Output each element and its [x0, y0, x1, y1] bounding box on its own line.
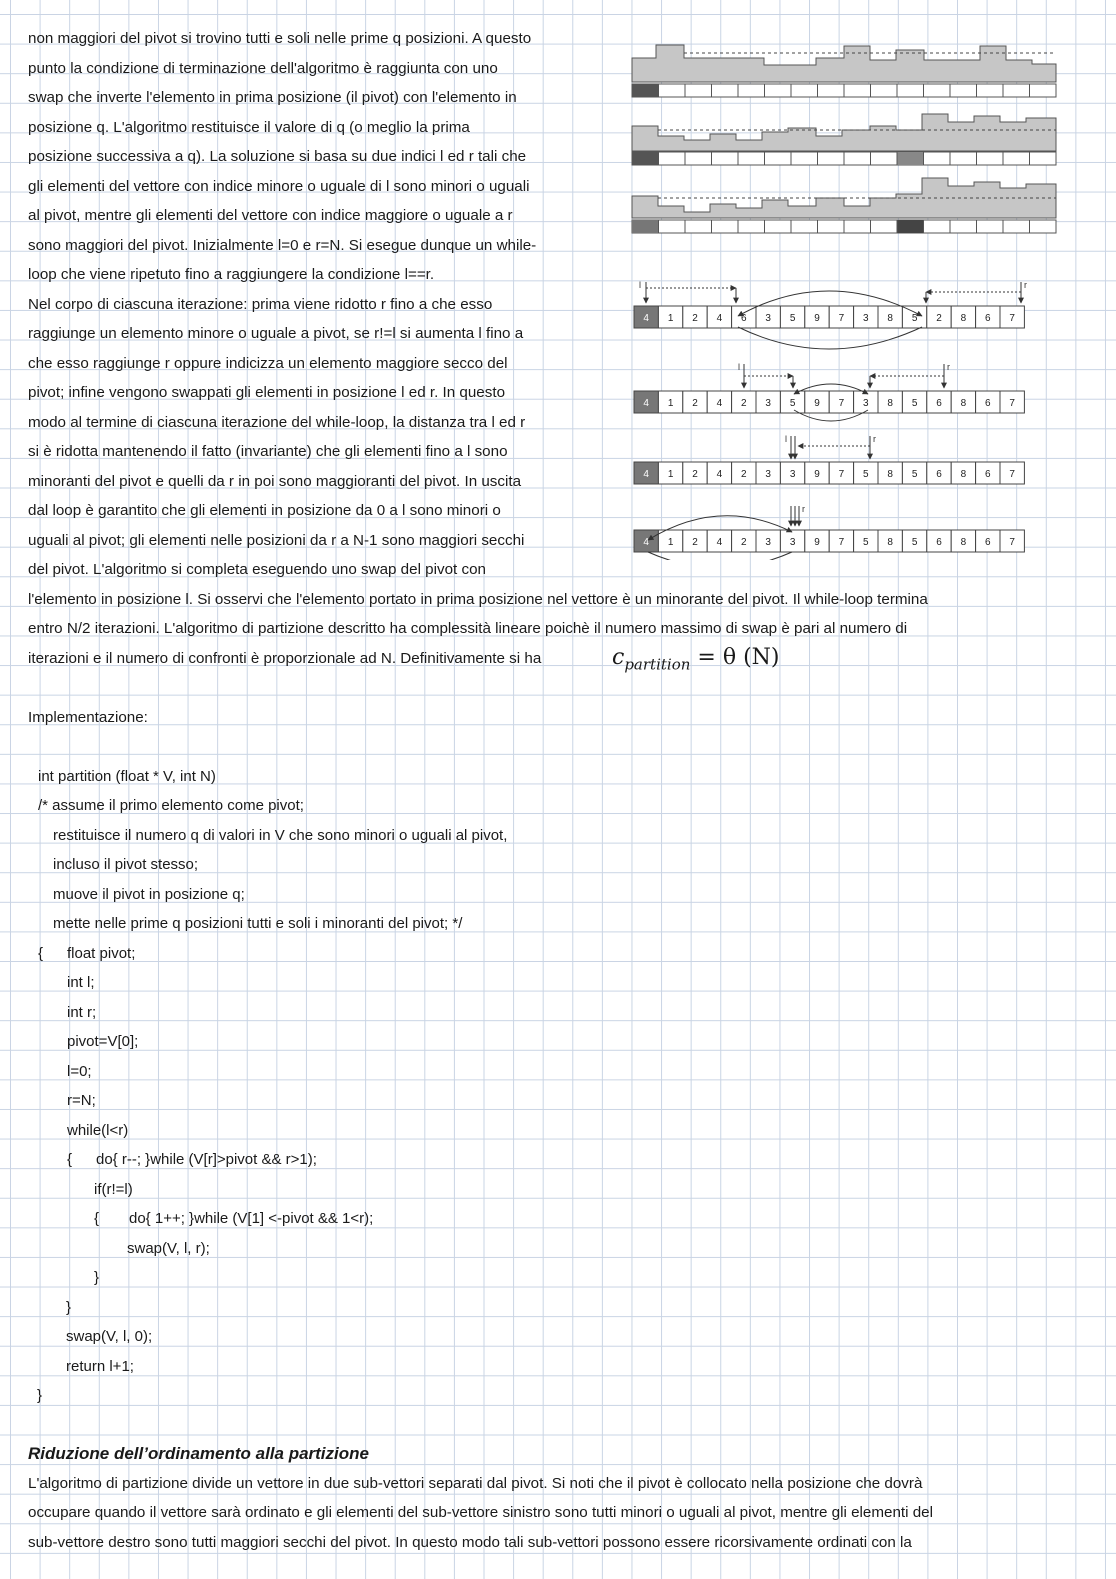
partition-figure — [628, 36, 1060, 560]
pointer-l-label: l — [639, 280, 641, 290]
text-line: sub-vettore destro sono tutti maggiori secchi del pivot. In questo modo tali sub-vettori possono essere ricorsivamente ordinati con la — [28, 1534, 912, 1551]
array-cell-value: 6 — [985, 469, 991, 480]
array-cell-value: 6 — [741, 313, 747, 324]
array-cell-value: 8 — [887, 398, 893, 409]
array-row-1 — [634, 306, 1024, 328]
array-cell-value: 9 — [814, 537, 820, 548]
array-cell-value: 8 — [960, 313, 967, 324]
text-line: Nel corpo di ciascuna iterazione: prima viene ridotto r fino a che esso — [28, 296, 493, 313]
array-cell-value: 1 — [667, 313, 674, 324]
array-cell-value: 7 — [838, 313, 845, 324]
pointer-r-label: r — [873, 434, 876, 444]
pointer-r-label: r — [802, 504, 805, 514]
text-line: L'algoritmo di partizione divide un vettore in due sub-vettori separati dal pivot. Si noti che il pivot è collocato nella posizione che dovrà — [28, 1475, 923, 1492]
array-cell-value: 6 — [985, 398, 991, 409]
array-cell-value: 8 — [960, 469, 967, 480]
code-line: muove il pivot in posizione q; — [53, 886, 245, 903]
array-cell-value: 5 — [863, 537, 869, 548]
code-line: } — [66, 1299, 72, 1316]
array-cell-value: 7 — [1009, 469, 1015, 480]
bar-profile-2 — [632, 114, 1056, 165]
code-line: swap(V, l, r); — [127, 1240, 210, 1257]
array-cell-value: 3 — [789, 469, 796, 480]
array-cell-value: 9 — [814, 469, 820, 480]
array-cell-value: 1 — [667, 469, 674, 480]
text-line: si è ridotta mantenendo il fatto (invariante) che gli elementi fino a l sono — [28, 443, 508, 460]
code-line: { — [38, 945, 44, 962]
array-cell-value: 2 — [692, 537, 698, 548]
array-cell-value: 2 — [692, 313, 698, 324]
array-cell-value: 4 — [716, 398, 723, 409]
formula-subscript: partition — [624, 655, 691, 674]
text-line: loop che viene ripetuto fino a raggiungere la condizione l==r. — [28, 266, 435, 283]
array-cell-value: 3 — [765, 469, 771, 480]
array-cell-value: 4 — [716, 313, 723, 324]
array-cell-value: 5 — [911, 537, 918, 548]
text-line: minoranti del pivot e quelli da r in poi sono maggioranti del pivot. In uscita — [28, 473, 522, 490]
text-line: del pivot. L'algoritmo si completa eseguendo uno swap del pivot con — [28, 561, 486, 578]
array-cell-value: 4 — [643, 313, 649, 324]
text-line: gli elementi del vettore con indice minore o uguale di l sono minori o uguali — [28, 178, 530, 195]
code-line: { — [94, 1210, 100, 1227]
array-cell-value: 7 — [838, 398, 845, 409]
code-line: while(l<r) — [67, 1122, 129, 1139]
text-line: sono maggiori del pivot. Inizialmente l=0 e r=N. Si esegue dunque un while- — [28, 237, 537, 254]
code-line: do{ 1++; }while (V[1] <-pivot && 1<r); — [129, 1210, 374, 1227]
text-line: punto la condizione di terminazione dell'algoritmo è raggiunta con uno — [28, 60, 498, 77]
step-3-pointers — [791, 436, 870, 459]
text-line: modo al termine di ciascuna iterazione del while-loop, la distanza tra l ed r — [28, 414, 526, 431]
formula-argument: (N) — [743, 645, 780, 670]
array-cell-value: 7 — [1009, 537, 1015, 548]
array-rows — [634, 306, 1024, 552]
array-cell-value: 6 — [936, 398, 942, 409]
array-cell-value: 8 — [887, 313, 893, 324]
array-cell-value: 4 — [716, 537, 723, 548]
array-cell-value: 5 — [911, 469, 918, 480]
text-line: l'elemento in posizione l. Si osservi che l'elemento portato in prima posizione nel vettore è un minorante del pivot. Il while-loop termina — [28, 591, 928, 608]
code-line: } — [94, 1269, 100, 1286]
section-heading: Riduzione dell’ordinamento alla partizione — [28, 1444, 369, 1463]
array-cell-value: 7 — [838, 537, 845, 548]
array-cell-value: 2 — [936, 313, 942, 324]
array-cell-value: 4 — [643, 398, 649, 409]
array-cell-value: 4 — [643, 537, 649, 548]
text-line: swap che inverte l'elemento in prima posizione (il pivot) con l'elemento in — [28, 89, 517, 106]
text-line: dal loop è garantito che gli elementi in posizione da 0 a l sono minori o — [28, 502, 501, 519]
code-line: l=0; — [67, 1063, 92, 1080]
code-line: mette nelle prime q posizioni tutti e soli i minoranti del pivot; */ — [53, 915, 463, 932]
text-line: posizione q. L'algoritmo restituisce il valore di q (o meglio la prima — [28, 119, 470, 136]
array-cell-value: 4 — [643, 469, 649, 480]
array-cell-value: 4 — [716, 469, 723, 480]
formula-c: c — [612, 645, 625, 670]
pointer-r-label: r — [1024, 280, 1027, 290]
complexity-formula — [612, 645, 779, 673]
array-row-2 — [634, 391, 1024, 413]
text-line: che esso raggiunge r oppure indicizza un elemento maggiore secco del — [28, 355, 508, 372]
array-cell-value: 3 — [789, 537, 796, 548]
array-cell-value: 5 — [863, 469, 869, 480]
array-cell-value: 7 — [1009, 313, 1015, 324]
bar-profile-1 — [632, 45, 1056, 97]
array-row-4 — [634, 530, 1024, 552]
array-cell-value: 2 — [692, 398, 698, 409]
array-cell-value: 3 — [765, 537, 771, 548]
text-line: pivot; infine vengono swappati gli elementi in posizione l ed r. In questo — [28, 384, 506, 401]
array-cell-value: 2 — [692, 469, 698, 480]
array-cell-value: 1 — [667, 398, 674, 409]
array-cell-value: 9 — [814, 398, 820, 409]
array-cell-value: 3 — [765, 313, 771, 324]
code-line: pivot=V[0]; — [67, 1033, 139, 1050]
text-line: occupare quando il vettore sarà ordinato e gli elementi del sub-vettore sinistro sono tutti minori o uguali al pivot, mentre gli elementi del — [28, 1504, 933, 1521]
text-line: entro N/2 iterazioni. L'algoritmo di partizione descritto ha complessità lineare poichè il numero massimo di swap è pari al numero di — [28, 620, 908, 637]
code-line: if(r!=l) — [94, 1181, 133, 1198]
code-line: int r; — [67, 1004, 97, 1021]
code-line: swap(V, l, 0); — [66, 1328, 153, 1345]
array-cell-value: 9 — [814, 313, 820, 324]
code-line: return l+1; — [66, 1358, 134, 1375]
array-cell-value: 6 — [985, 537, 991, 548]
code-line: restituisce il numero q di valori in V che sono minori o uguali al pivot, — [53, 827, 508, 844]
array-cell-value: 1 — [667, 537, 674, 548]
array-cell-value: 3 — [863, 313, 869, 324]
code-line: int l; — [67, 974, 95, 991]
code-line: int partition (float * V, int N) — [38, 768, 216, 785]
array-cell-value: 3 — [863, 398, 869, 409]
code-line: { — [67, 1151, 73, 1168]
code-line: do{ r--; }while (V[r]>pivot && r>1); — [96, 1151, 317, 1168]
bar-profile-3 — [632, 178, 1056, 233]
array-cell-value: 2 — [741, 469, 747, 480]
array-cell-value: 8 — [960, 398, 967, 409]
array-cell-value: 6 — [936, 469, 942, 480]
pointer-r-label: r — [947, 362, 950, 372]
implementation-label: Implementazione: — [28, 709, 148, 726]
text-line: raggiunge un elemento minore o uguale a pivot, se r!=l si aumenta l fino a — [28, 325, 524, 342]
array-cell-value: 3 — [765, 398, 771, 409]
array-cell-value: 5 — [911, 313, 918, 324]
array-row-3 — [634, 462, 1024, 484]
text-line: iterazioni e il numero di confronti è proporzionale ad N. Definitivamente si ha — [28, 650, 542, 667]
text-line: posizione successiva a q). La soluzione si basa su due indici l ed r tali che — [28, 148, 527, 165]
array-cell-value: 5 — [789, 398, 796, 409]
formula-equals-theta: = θ — [697, 645, 737, 670]
array-cell-value: 2 — [741, 537, 747, 548]
array-cell-value: 6 — [985, 313, 991, 324]
text-line: al pivot, mentre gli elementi del vettore con indice maggiore o uguale a r — [28, 207, 513, 224]
pointer-l-label: l — [785, 434, 787, 444]
code-line: float pivot; — [67, 945, 136, 962]
text-line: uguali al pivot; gli elementi nelle posizioni da r a N-1 sono maggiori secchi — [28, 532, 525, 549]
array-cell-value: 5 — [911, 398, 918, 409]
code-line: incluso il pivot stesso; — [53, 856, 199, 873]
array-cell-value: 6 — [936, 537, 942, 548]
array-cell-value: 7 — [1009, 398, 1015, 409]
array-cell-value: 8 — [887, 469, 893, 480]
code-line: /* assume il primo elemento come pivot; — [38, 797, 304, 814]
array-cell-value: 2 — [741, 398, 747, 409]
array-cell-value: 8 — [887, 537, 893, 548]
array-cell-value: 7 — [838, 469, 845, 480]
text-line: non maggiori del pivot si trovino tutti e soli nelle prime q posizioni. A questo — [28, 30, 532, 47]
array-cell-value: 8 — [960, 537, 967, 548]
array-cell-value: 5 — [789, 313, 796, 324]
code-line: } — [37, 1387, 43, 1404]
pointer-l-label: l — [738, 362, 740, 372]
code-line: r=N; — [67, 1092, 96, 1109]
